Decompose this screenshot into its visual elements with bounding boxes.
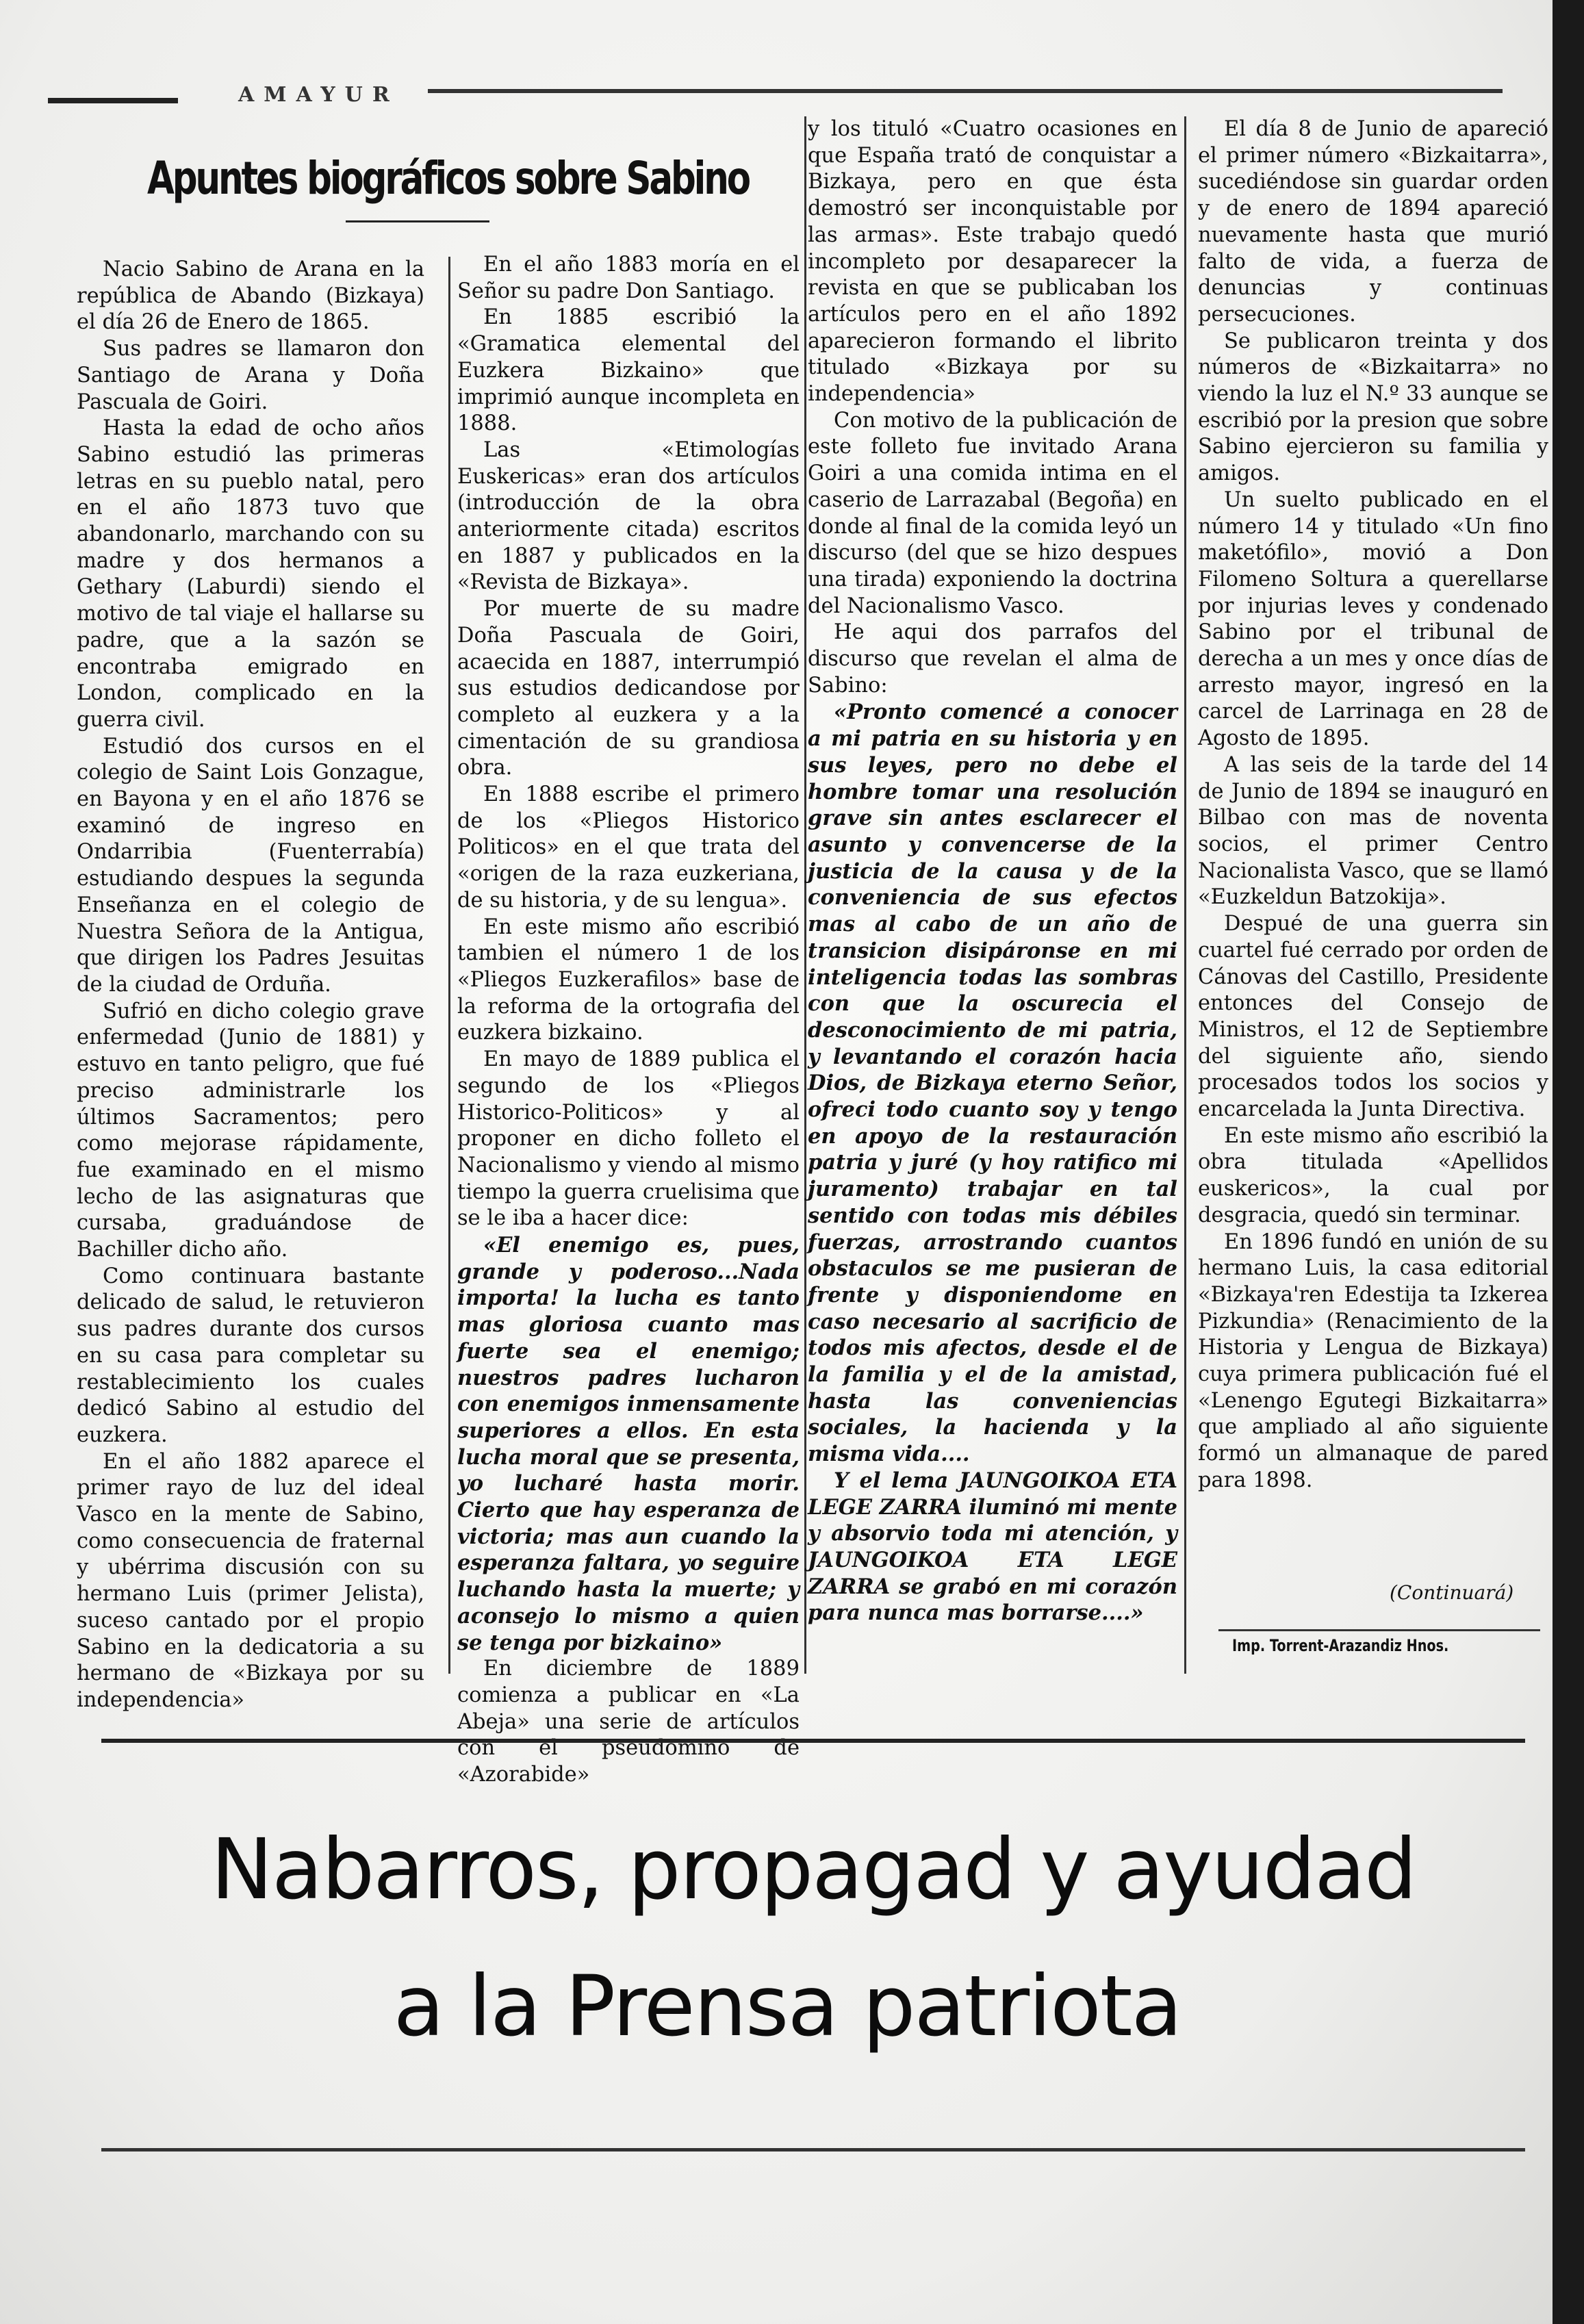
quote-paragraph: «El enemigo es, pues, grande y poderoso...Nada importa! la lucha es tanto mas gloriosa cuanto mas fuerte sea el enemigo; nuestros padres lucharon con enemigos inmensamente superiores a ellos. En esta lucha moral que se presenta, yo lucharé hasta morir. Cierto que hay esperanza de victoria; mas aun cuando la esperanza faltara, yo seguire luchando hasta la muerte; y aconsejo lo mismo a quien se tenga por bizkaino» [457, 1233, 800, 1655]
paragraph: Sufrió en dicho colegio grave enfermedad (Junio de 1881) y estuvo en tanto peligro, que fué preciso administrarle los últimos Sacramentos; pero como mejorase rápidamente, fue examinado en el mismo lecho de las asignaturas que cursaba, graduándose de Bachiller dicho año. [77, 999, 424, 1262]
paragraph: Estudió dos cursos en el colegio de Saint Lois Gonzague, en Bayona y en el año 1876 se examinó de ingreso en Ondarribia (Fuenterrabía) estudiando despues la segunda Enseñanza en el colegio de Nuestra Señora de la Antigua, que dirigen los Padres Jesuitas de la ciudad de Orduña. [77, 734, 424, 997]
paragraph: Con motivo de la publicación de este folleto fue invitado Arana Goiri a una comida intima en el caserio de Larrazabal (Begoña) en donde al final de la comida leyó un discurso (del que se hizo despues una tirada) exponiendo la doctrina del Nacionalismo Vasco. [808, 408, 1177, 618]
paragraph: Hasta la edad de ocho años Sabino estudió las primeras letras en su pueblo natal, pero en el año 1873 tuvo que abandonarlo, marchando con su madre y dos hermanos a Gethary (Laburdi) siendo el motivo de tal viaje el hallarse su padre, que a la sazón se encontraba emigrado en London, complicado en la guerra civil. [77, 416, 424, 732]
slogan-line-1: Nabarros, propagad y ayudad [210, 1821, 1416, 1918]
quote-paragraph: «Pronto comencé a conocer a mi patria en su historia y en sus leyes, pero no debe el hombre tomar una resolución grave sin antes esclarecer el asunto y convencerse de la justicia de la causa y de la conveniencia de sus efectos mas al cabo de un año de transicion disipáronse en mi inteligencia todas las sombras con que la oscurecia el desconocimiento de mi patria, y levantando el corazón hacia Dios, de Bizkaya eterno Señor, ofreci todo cuanto soy y tengo en apoyo de la restauración patria y juré (y hoy ratifico mi juramento) trabajar en tal sentido con todas mis débiles fuerzas, arrostrando cuantos obstaculos se me pusieran de frente y disponiendome en caso necesario al sacrificio de todos mis afectos, desde el de la familia y el de la amistad, hasta las conveniencias sociales, la hacienda y la misma vida.... [808, 700, 1177, 1467]
header-rule-right [428, 89, 1503, 93]
column-divider [804, 116, 806, 1674]
title-underline [346, 220, 489, 222]
header-rule-left [48, 98, 178, 103]
paragraph: He aqui dos parrafos del discurso que revelan el alma de Sabino: [808, 620, 1177, 698]
masthead-title: AMAYUR [238, 83, 399, 107]
paragraph: Por muerte de su madre Doña Pascuala de Goiri, acaecida en 1887, interrumpió sus estudios dedicandose por completo al euzkera y a la cimentación de su grandiosa obra. [457, 597, 800, 780]
paragraph: Como continuara bastante delicado de salud, le retuvieron sus padres durante dos cursos en su casa para completar su restablecimiento los cuales dedicó Sabino al estudio del euzkera. [77, 1264, 424, 1447]
printer-rule [1218, 1629, 1540, 1631]
column-divider [1184, 116, 1186, 1674]
article-column-4 [1198, 116, 1548, 1494]
paragraph: En 1896 fundó en unión de su hermano Luis, la casa editorial «Bizkaya'ren Edestija ta Izkerea Pizkundia» (Renacimiento de la Historia y Lengua de Bizkaya) cuya primera publicación fué el «Lenengo Egutegi Bizkaitarra» que ampliado al año siguiente formó un almanaque de pared para 1898. [1198, 1229, 1548, 1492]
article-column-1 [77, 257, 424, 1714]
banner-top-rule [101, 1739, 1525, 1743]
paragraph: En este mismo año escribió tambien el número 1 de los «Pliegos Euzkerafilos» base de la reforma de la ortografia del euzkera bizkaino. [457, 915, 800, 1045]
printer-credit: Imp. Torrent-Arazandiz Hnos. [1232, 1636, 1449, 1655]
banner-bottom-rule [101, 2148, 1525, 2151]
page-edge-shadow [1553, 0, 1584, 2324]
page-header [48, 79, 1506, 106]
paragraph: y los tituló «Cuatro ocasiones en que España trató de conquistar a Bizkaya, pero en que ésta demostró ser inconquistable por las armas». Este trabajo quedó incompleto por desaparecer la revista en que se publicaban los artículos pero en el año 1892 aparecieron formando el librito titulado «Bizkaya por su independencia» [808, 117, 1177, 407]
article-column-3 [808, 116, 1177, 1626]
paragraph: En 1888 escribe el primero de los «Pliegos Historico Politicos» en el que trata del «origen de la raza euzkeriana, de su historia, y de su lengua». [457, 782, 800, 912]
paragraph: Las «Etimologías Euskericas» eran dos artículos (introducción de la obra anteriormente citada) escritos en 1887 y publicados en la «Revista de Bizkaya». [457, 437, 800, 595]
paragraph: El día 8 de Junio de apareció el primer número «Bizkaitarra», sucediéndose sin guardar orden y de enero de 1894 apareció nuevamente hasta que murió falto de vida, a fuerza de denuncias y continuas persecuciones. [1198, 117, 1548, 327]
paragraph: Sus padres se llamaron don Santiago de Arana y Doña Pascuala de Goiri. [77, 337, 424, 414]
paragraph: En este mismo año escribió la obra titulada «Apellidos euskericos», la cual por desgracia, quedó sin terminar. [1198, 1123, 1548, 1227]
paragraph: En 1885 escribió la «Gramatica elemental del Euzkera Bizkaino» que imprimió aunque incompleta en 1888. [457, 305, 800, 436]
article-column-2 [457, 252, 800, 1789]
column-divider [448, 257, 450, 1674]
paragraph: En mayo de 1889 publica el segundo de los «Pliegos Historico-Politicos» y al proponer en dicho folleto el Nacionalismo y viendo al mismo tiempo la guerra cruelisima que se le iba a hacer dice: [457, 1047, 800, 1231]
slogan-line-2: a la Prensa patriota [393, 1958, 1181, 2055]
paragraph: Se publicaron treinta y dos números de «Bizkaitarra» no viendo la luz el N.º 33 aunque se escribió por la presion que sobre Sabino ejercieron su familia y amigos. [1198, 329, 1548, 486]
paragraph: En diciembre de 1889 comienza a publicar en «La Abeja» una serie de artículos con el pseudomino de «Azorabide» [457, 1657, 800, 1787]
article-title: Apuntes biográficos sobre Sabino [147, 152, 749, 205]
paragraph: En el año 1883 moría en el Señor su padre Don Santiago. [457, 253, 800, 303]
paragraph: Nacio Sabino de Arana en la república de Abando (Bizkaya) el día 26 de Enero de 1865. [77, 257, 424, 335]
continued-note: (Continuará) [1390, 1581, 1514, 1604]
paragraph: Despué de una guerra sin cuartel fué cerrado por orden de Cánovas del Castillo, Presidente entonces del Consejo de Ministros, el 12 de Septiembre del siguiente año, siendo procesados todos los socios y encarcelada la Junta Directiva. [1198, 912, 1548, 1122]
quote-paragraph: Y el lema JAUNGOIKOA ETA LEGE ZARRA iluminó mi mente y absorvio toda mi atención, y JAUNGOIKOA ETA LEGE ZARRA se grabó en mi corazón para nunca mas borrarse....» [808, 1468, 1177, 1626]
paragraph: Un suelto publicado en el número 14 y titulado «Un fino maketófilo», movió a Don Filomeno Soltura a querellarse por injurias leves y condenado Sabino por el tribunal de derecha a un mes y once días de arresto mayor, ingresó en la carcel de Larrinaga en 28 de Agosto de 1895. [1198, 487, 1548, 751]
paragraph: En el año 1882 aparece el primer rayo de luz del ideal Vasco en la mente de Sabino, como consecuencia de fraternal y ubérrima discusión con su hermano Luis (primer Jelista), suceso cantado por el propio Sabino en la dedicatoria a su hermano de «Bizkaya por su independencia» [77, 1449, 424, 1712]
paragraph: A las seis de la tarde del 14 de Junio de 1894 se inauguró en Bilbao con mas de noventa socios, el primer Centro Nacionalista Vasco, que se llamó «Euzkeldun Batzokija». [1198, 752, 1548, 910]
